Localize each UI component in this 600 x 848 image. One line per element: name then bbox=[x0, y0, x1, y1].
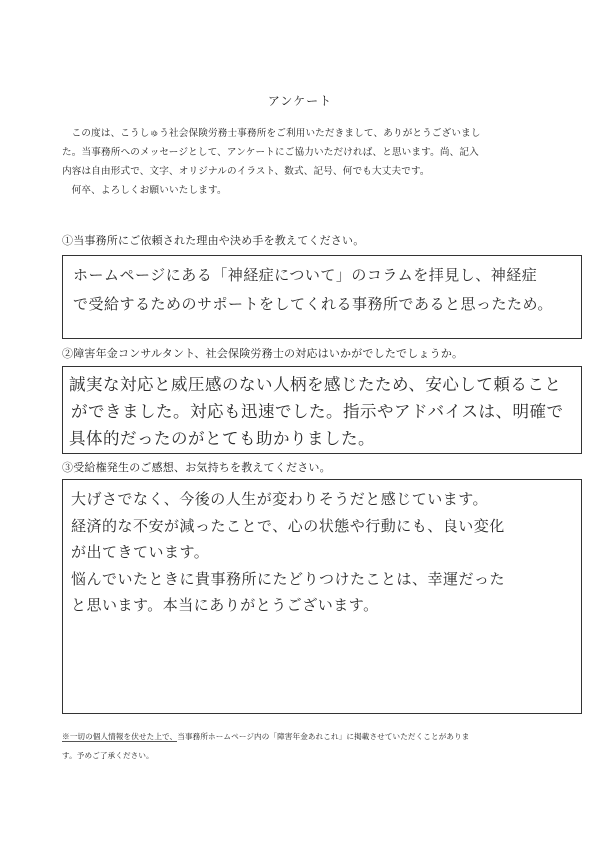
intro-line-3: 内容は自由形式で、文字、オリジナルのイラスト、数式、記号、何でも大丈夫です。 bbox=[62, 166, 430, 177]
survey-title: アンケート bbox=[267, 94, 333, 108]
question-1-label: ①当事務所にご依頼された理由や決め手を教えてください。 bbox=[62, 234, 365, 247]
footnote bbox=[62, 727, 532, 765]
footnote-line-2: す。予めご了承ください。 bbox=[62, 751, 154, 760]
q3-answer-line-4: 悩んでいたときに貴事務所にたどりつけたことは、幸運だった bbox=[71, 570, 506, 588]
footnote-underlined-text: ※一切の個人情報を伏せた上で、 bbox=[62, 732, 178, 741]
q3-answer-line-5: と思います。本当にありがとうございます。 bbox=[71, 596, 379, 614]
question-3-answer-box bbox=[62, 479, 582, 714]
q2-answer-line-3: 具体的だったのがとても助かりました。 bbox=[69, 429, 375, 448]
q3-answer-line-3: が出てきています。 bbox=[71, 543, 210, 561]
question-1-answer-box bbox=[62, 255, 582, 339]
intro-line-1: この度は、こうしゅう社会保険労務士事務所をご利用いただきまして、ありがとうございまし bbox=[71, 128, 481, 139]
question-2-answer-box bbox=[62, 366, 582, 454]
q2-answer-line-2: ができました。対応も迅速でした。指示やアドバイスは、明確で bbox=[71, 402, 564, 421]
question-2-label: ②障害年金コンサルタント、社会保険労務士の対応はいかがでしたでしょうか。 bbox=[62, 347, 464, 360]
q1-answer-line-1: ホームページにある「神経症について」のコラムを拝見し、神経症 bbox=[73, 266, 538, 284]
q3-answer-line-1: 大げさでなく、今後の人生が変わりそうだと感じています。 bbox=[71, 490, 489, 508]
footnote-line-1-rest: 当事務所ホームページ内の「障害年金あれこれ」に掲載させていただくことがありま bbox=[177, 732, 470, 741]
q3-answer-line-2: 経済的な不安が減ったことで、心の状態や行動にも、良い変化 bbox=[71, 517, 505, 535]
intro-line-4: 何卒、よろしくお願いいたします。 bbox=[71, 185, 227, 196]
intro-text bbox=[62, 124, 542, 200]
q2-answer-line-1: 誠実な対応と威圧感のない人柄を感じたため、安心して頼ること bbox=[69, 375, 562, 394]
question-3-label: ③受給権発生のご感想、お気持ちを教えてください。 bbox=[62, 461, 331, 474]
intro-line-2: た。当事務所へのメッセージとして、アンケートにご協力いただければ、と思います。尚、記入 bbox=[62, 147, 479, 158]
footnote-line-1 bbox=[62, 727, 532, 746]
q1-answer-line-2: で受給するためのサポートをしてくれる事務所であると思ったため。 bbox=[73, 295, 553, 313]
